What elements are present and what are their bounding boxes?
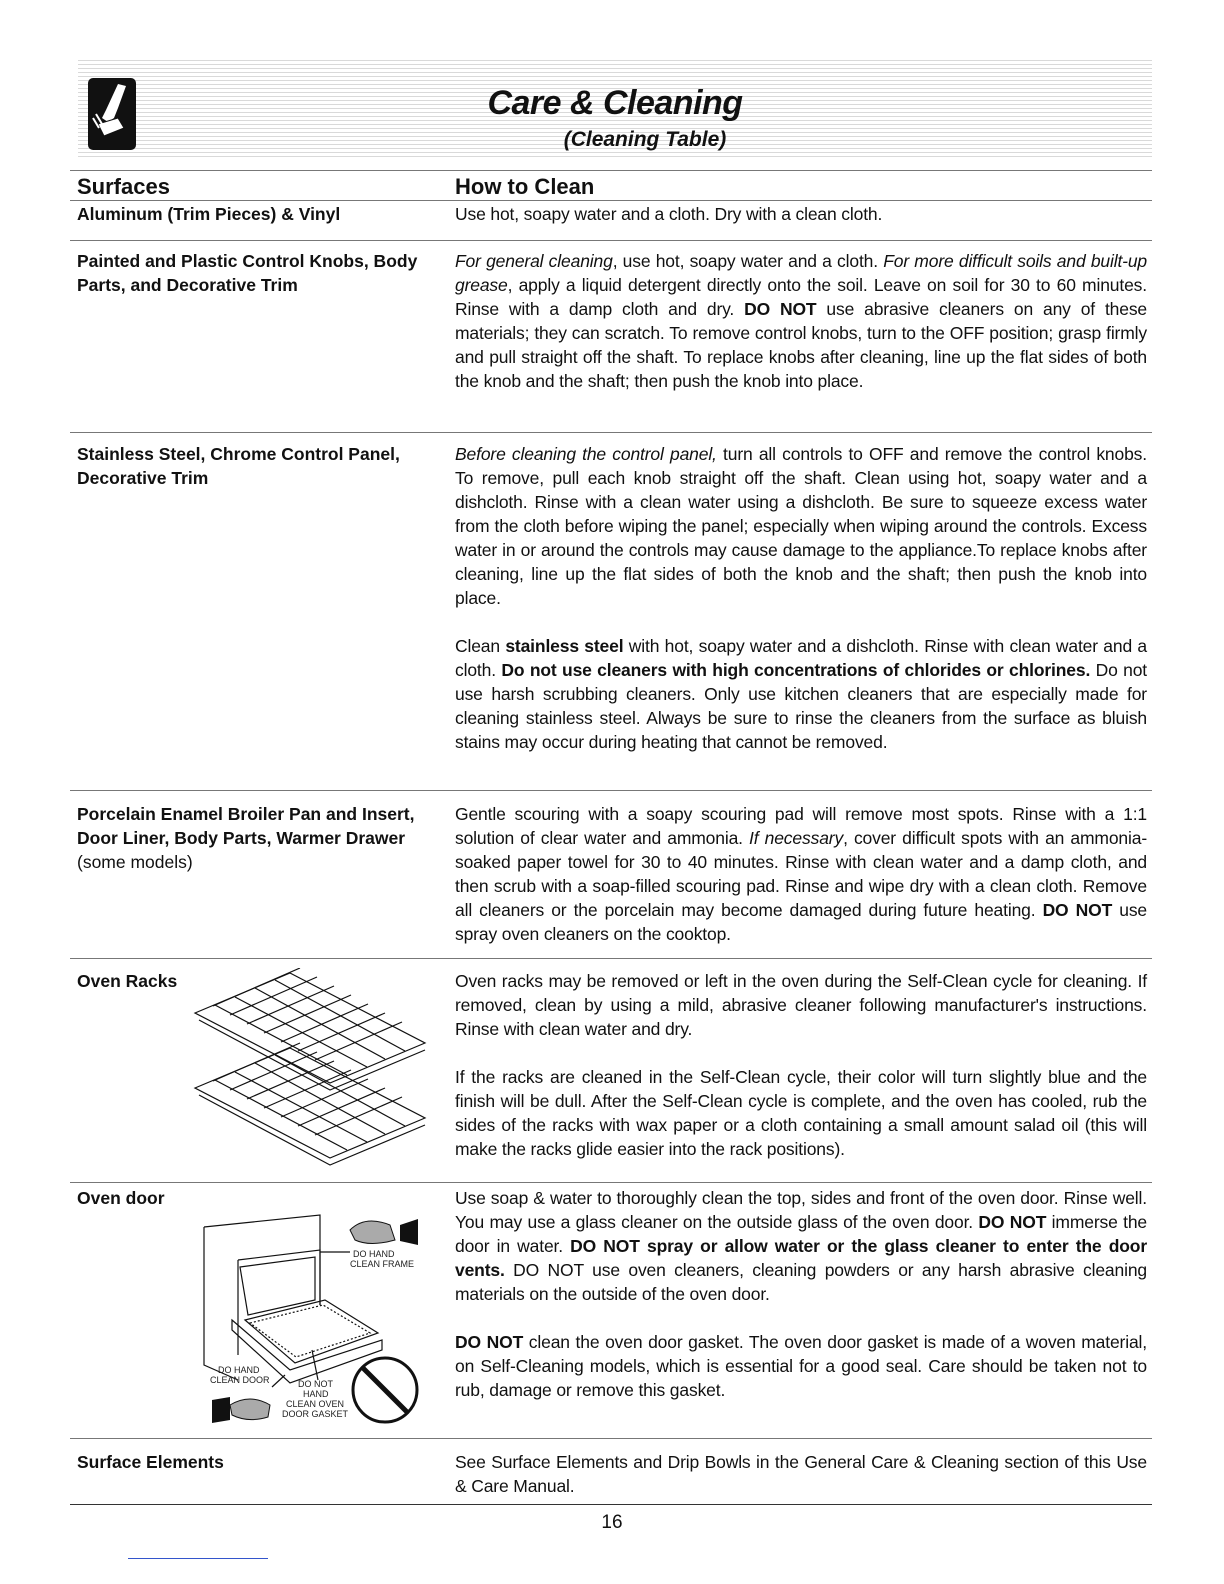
text: Aluminum (Trim Pieces) & Vinyl (77, 204, 341, 224)
surface-cell (77, 802, 429, 874)
text: Clean (455, 636, 506, 656)
text: See Surface Elements and Drip Bowls in the General Care & Cleaning section of this Use & Care Manual. (455, 1452, 1147, 1496)
divider (70, 1438, 1152, 1439)
text: Do not use harsh scrubbing cleaners. Only use kitchen cleaners that are especially made for cleaning stainless steel. Always be sure to rinse the cleaners from the surface as bluish stains may occur during heating that cannot be removed. (455, 660, 1148, 752)
text: Painted and Plastic Control Knobs, Body Parts, and Decorative Trim (77, 251, 418, 295)
paragraph (455, 442, 1147, 610)
surface-cell (77, 1450, 437, 1474)
divider (70, 1182, 1152, 1183)
page-subtitle: (Cleaning Table) (563, 128, 727, 151)
divider (70, 1504, 1152, 1505)
text: use abrasive cleaners on any of these materials; they can scratch. To remove control knobs, turn to the OFF position; grasp firmly and pull straight off the shaft. To replace knobs after cleaning, line up the flat sides of both the knob and the shaft; then push the knob into place. (455, 299, 1148, 391)
text: DO NOT use oven cleaners, cleaning powders or any harsh abrasive cleaning materials on the outside of the oven door. (455, 1260, 1147, 1304)
how-cell (455, 202, 1147, 226)
text: clean the oven door gasket. The oven door gasket is made of a woven material, on Self-Cleaning models, which is essential for a good seal. Care should be taken not to rub, damage or remove this gasket. (455, 1332, 1147, 1400)
label-do-hand-clean-door: DO HAND (218, 1365, 260, 1375)
bold-text: DO NOT (744, 299, 817, 319)
italic-text: Before cleaning the control panel, (455, 444, 717, 464)
surface-cell (77, 442, 439, 490)
divider (70, 170, 1152, 171)
label-do-not-hand-clean-gasket: CLEAN OVEN (286, 1399, 345, 1409)
paragraph (455, 1186, 1147, 1306)
text: If the racks are cleaned in the Self-Clean cycle, their color will turn slightly blue and the finish will be dull. After the Self-Clean cycle is complete, and the oven has cooled, rub the sides of the racks with wax paper or a cloth containing a small amount salad oil (this will make the racks glide easier into the rack positions). (455, 1067, 1147, 1159)
divider (70, 432, 1152, 433)
paragraph (455, 634, 1147, 754)
text: Surface Elements (77, 1452, 224, 1472)
paragraph (455, 969, 1147, 1041)
oven-racks-illustration (185, 968, 430, 1168)
how-cell (455, 969, 1147, 1161)
text: Use hot, soapy water and a cloth. Dry with a clean cloth. (455, 204, 883, 224)
paragraph (455, 1065, 1147, 1161)
divider (70, 790, 1152, 791)
how-cell (455, 1186, 1147, 1402)
bold-text: DO NOT (1042, 900, 1113, 920)
text: (some models) (77, 852, 193, 872)
how-cell (455, 1450, 1147, 1498)
italic-text: For general cleaning (455, 251, 613, 271)
bold-text: DO NOT spray or allow water or the glass cleaner to enter the door vents. (455, 1236, 1147, 1280)
page-number: 16 (601, 1512, 623, 1533)
page-title: Care & Cleaning (487, 84, 743, 122)
paragraph (455, 249, 1147, 393)
oven-door-illustration (190, 1205, 440, 1430)
column-header-surfaces: Surfaces (77, 174, 170, 199)
divider (70, 240, 1152, 241)
label-do-not-hand-clean-gasket: HAND (303, 1389, 329, 1399)
how-cell (455, 442, 1147, 754)
bold-text: DO NOT (455, 1332, 524, 1352)
italic-text: If necessary (749, 828, 844, 848)
label-do-not-hand-clean-gasket: DOOR GASKET (282, 1409, 349, 1419)
text: Porcelain Enamel Broiler Pan and Insert, Door Liner, Body Parts, Warmer Drawer (77, 804, 415, 848)
text: with hot, soapy water and a dishcloth. Rinse with clean water and a cloth. (455, 636, 1148, 680)
italic-text: For more difficult soils and built-up grease (455, 251, 1148, 295)
label-do-hand-clean-frame: DO HAND (353, 1249, 395, 1259)
paragraph (455, 202, 1147, 226)
text: immerse the door in water. (455, 1212, 1147, 1256)
label-do-hand-clean-door: CLEAN DOOR (210, 1375, 270, 1385)
text: Use soap & water to thoroughly clean the top, sides and front of the oven door. Rinse well. You may use a glass cleaner on the outside glass of the oven door. (455, 1188, 1147, 1232)
how-cell (455, 802, 1147, 946)
paragraph (455, 1330, 1147, 1402)
paragraph (455, 1450, 1147, 1498)
surface-cell (77, 202, 437, 226)
text: , cover difficult spots with an ammonia-soaked paper towel for 30 to 40 minutes. Rinse with clean water and a damp cloth, and then scrub with a soap-filled scouring pad. Rinse and wipe dry with a clean cloth. Remove all cleaners or the porcelain may become damaged during future heating. (455, 828, 1148, 920)
text: Stainless Steel, Chrome Control Panel, Decorative Trim (77, 444, 400, 488)
text: Oven door (77, 1188, 165, 1208)
text: Oven racks may be removed or left in the oven during the Self-Clean cycle for cleaning. If removed, clean by using a mild, abrasive cleaner following manufacturer's instructions. Rinse with clean water and dry. (455, 971, 1147, 1039)
surface-cell (77, 249, 432, 297)
text: turn all controls to OFF and remove the control knobs. To remove, pull each knob straight off the shaft. Clean using hot, soapy water and a dishcloth. Rinse with a clean water using a dishcloth. Be sure to squeeze excess water from the cloth before wiping the panel; especially when wiping around the controls. Excess water in or around the controls may cause damage to the appliance.To replace knobs after cleaning, line up the flat sides of both the knob and the shaft; then push the knob into place. (455, 444, 1147, 608)
text: Gentle scouring with a soapy scouring pad will remove most spots. Rinse with a 1:1 solution of clear water and ammonia. (455, 804, 1147, 848)
footer-link-underline (128, 1558, 268, 1559)
bold-text: Do not use cleaners with high concentrations of chlorides or chlorines. (501, 660, 1091, 680)
text: , apply a liquid detergent directly onto the soil. Leave on soil for 30 to 60 minutes. Rinse with a damp cloth and dry. (455, 275, 1147, 319)
label-do-hand-clean-frame: CLEAN FRAME (350, 1259, 415, 1269)
paragraph (455, 802, 1147, 946)
text: use spray oven cleaners on the cooktop. (455, 900, 1147, 944)
text: , use hot, soapy water and a cloth. (612, 251, 884, 271)
label-do-not-hand-clean-gasket: DO NOT (298, 1379, 333, 1389)
column-header-how-to-clean: How to Clean (455, 174, 595, 199)
text: Oven Racks (77, 971, 178, 991)
divider (70, 958, 1152, 959)
how-cell (455, 249, 1147, 393)
bold-text: stainless steel (505, 636, 624, 656)
page-header (78, 60, 1152, 160)
divider (70, 200, 1152, 201)
bold-text: DO NOT (978, 1212, 1047, 1232)
